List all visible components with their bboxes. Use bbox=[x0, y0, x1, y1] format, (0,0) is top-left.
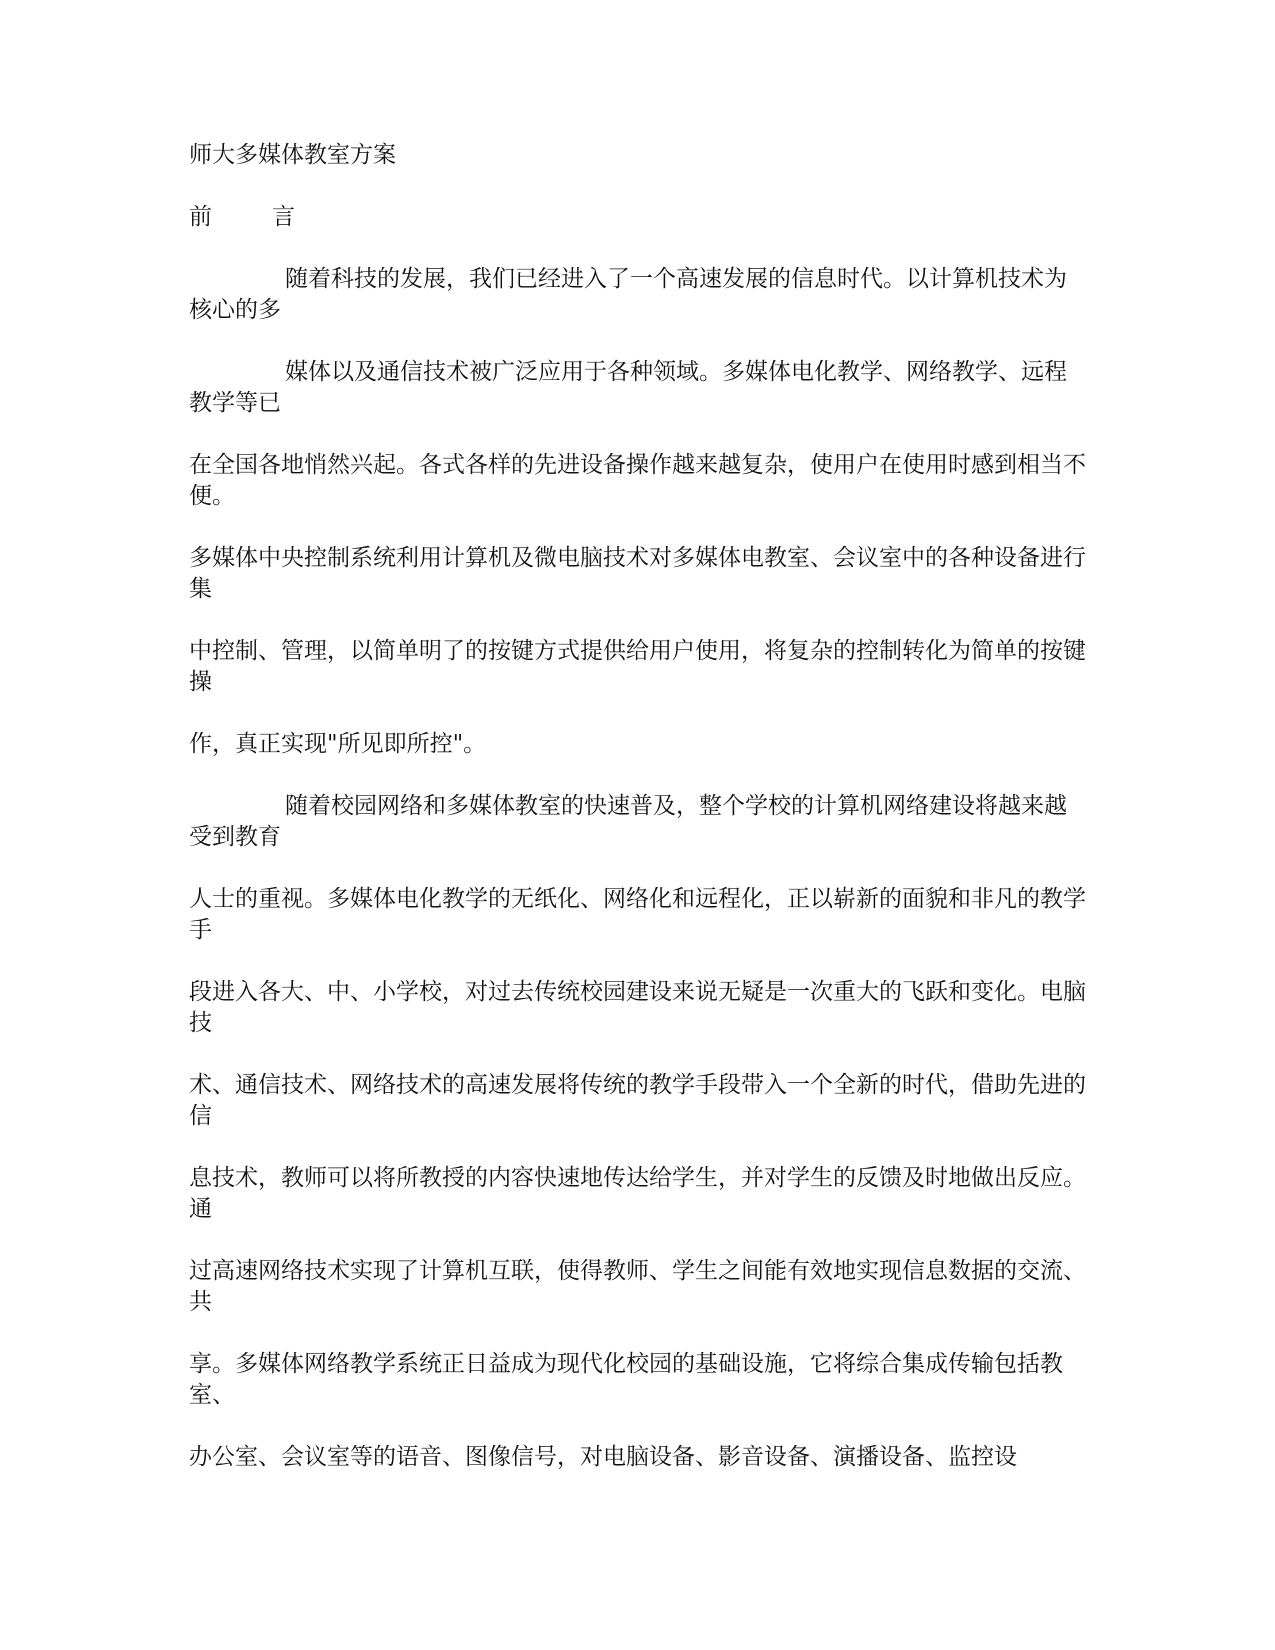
document-title: 师大多媒体教室方案 bbox=[189, 142, 396, 168]
document-page bbox=[189, 140, 1089, 1504]
paragraph-line: 段进入各大、中、小学校，对过去传统校园建设来说无疑是一次重大的飞跃和变化。电脑技 bbox=[189, 979, 1086, 1036]
paragraph-line: 随着科技的发展，我们已经进入了一个高速发展的信息时代。以计算机技术为核心的多 bbox=[189, 266, 1067, 323]
paragraph-line: 人士的重视。多媒体电化教学的无纸化、网络化和远程化，正以崭新的面貌和非凡的教学手 bbox=[189, 886, 1086, 943]
paragraph-line: 随着校园网络和多媒体教室的快速普及，整个学校的计算机网络建设将越来越受到教育 bbox=[189, 793, 1067, 850]
paragraph-line: 中控制、管理，以简单明了的按键方式提供给用户使用，将复杂的控制转化为简单的按键操 bbox=[189, 638, 1086, 695]
paragraph-line: 过高速网络技术实现了计算机互联，使得教师、学生之间能有效地实现信息数据的交流、共 bbox=[189, 1258, 1086, 1315]
heading-char-right: 言 bbox=[272, 204, 295, 230]
paragraph-line: 办公室、会议室等的语音、图像信号，对电脑设备、影音设备、演播设备、监控设 bbox=[189, 1444, 1017, 1470]
section-heading bbox=[189, 202, 1089, 233]
paragraph-line: 在全国各地悄然兴起。各式各样的先进设备操作越来越复杂，使用户在使用时感到相当不便。 bbox=[189, 452, 1086, 509]
paragraph-line: 媒体以及通信技术被广泛应用于各种领域。多媒体电化教学、网络教学、远程教学等已 bbox=[189, 359, 1067, 416]
paragraph-line: 多媒体中央控制系统利用计算机及微电脑技术对多媒体电教室、会议室中的各种设备进行集 bbox=[189, 545, 1086, 602]
paragraph-line: 作，真正实现"所见即所控"。 bbox=[189, 731, 487, 757]
paragraph-line: 息技术，教师可以将所教授的内容快速地传达给学生，并对学生的反馈及时地做出反应。通 bbox=[189, 1165, 1086, 1222]
heading-char-left: 前 bbox=[189, 204, 212, 230]
paragraph-line: 享。多媒体网络教学系统正日益成为现代化校园的基础设施，它将综合集成传输包括教室、 bbox=[189, 1351, 1063, 1408]
paragraph-line: 术、通信技术、网络技术的高速发展将传统的教学手段带入一个全新的时代，借助先进的信 bbox=[189, 1072, 1086, 1129]
